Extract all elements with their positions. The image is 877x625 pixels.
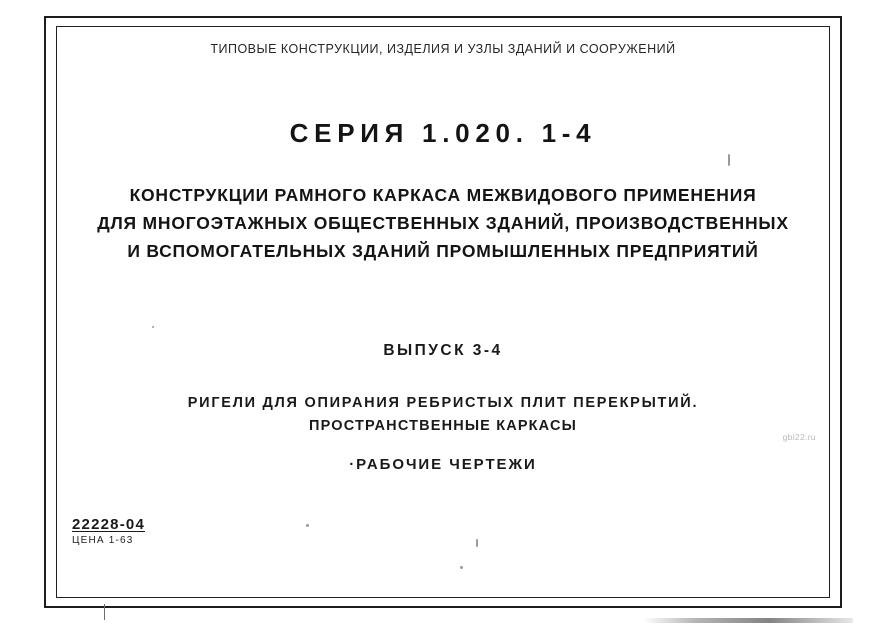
documentation-type: ·РАБОЧИЕ ЧЕРТЕЖИ <box>349 456 537 473</box>
collection-kicker: ТИПОВЫЕ КОНСТРУКЦИИ, ИЗДЕЛИЯ И УЗЛЫ ЗДАНИЙ И СООРУЖЕНИЙ <box>210 42 676 56</box>
catalog-code: 22228-04 <box>72 516 145 533</box>
document-subtitle-line-2: ПРОСТРАНСТВЕННЫЕ КАРКАСЫ <box>309 418 577 434</box>
document-title-line-3: И ВСПОМОГАТЕЛЬНЫХ ЗДАНИЙ ПРОМЫШЛЕННЫХ ПРЕДПРИЯТИЙ <box>127 241 759 261</box>
series-number: СЕРИЯ 1.020. 1-4 <box>289 118 597 148</box>
catalog-price: ЦЕНА 1-63 <box>72 535 134 546</box>
document-subtitle-line-1: РИГЕЛИ ДЛЯ ОПИРАНИЯ РЕБРИСТЫХ ПЛИТ ПЕРЕКРЫТИЙ. <box>187 395 699 411</box>
issue-number: ВЫПУСК 3-4 <box>383 342 503 359</box>
scan-artifact <box>460 566 463 569</box>
scan-artifact <box>476 539 478 547</box>
scan-artifact <box>152 326 154 328</box>
document-subtitle <box>56 392 830 438</box>
scan-artifact <box>306 524 309 527</box>
catalog-stamp <box>72 516 145 546</box>
title-page-content <box>56 26 830 598</box>
scan-bottom-smudge <box>643 618 853 623</box>
document-title-line-1: КОНСТРУКЦИИ РАМНОГО КАРКАСА МЕЖВИДОВОГО ПРИМЕНЕНИЯ <box>129 185 757 205</box>
source-watermark: gbi22.ru <box>782 432 816 442</box>
document-title <box>56 181 830 265</box>
scan-edge-tick <box>104 604 105 620</box>
document-title-line-2: ДЛЯ МНОГОЭТАЖНЫХ ОБЩЕСТВЕННЫХ ЗДАНИЙ, ПРОИЗВОДСТВЕННЫХ <box>97 213 789 233</box>
scan-artifact <box>728 154 730 166</box>
